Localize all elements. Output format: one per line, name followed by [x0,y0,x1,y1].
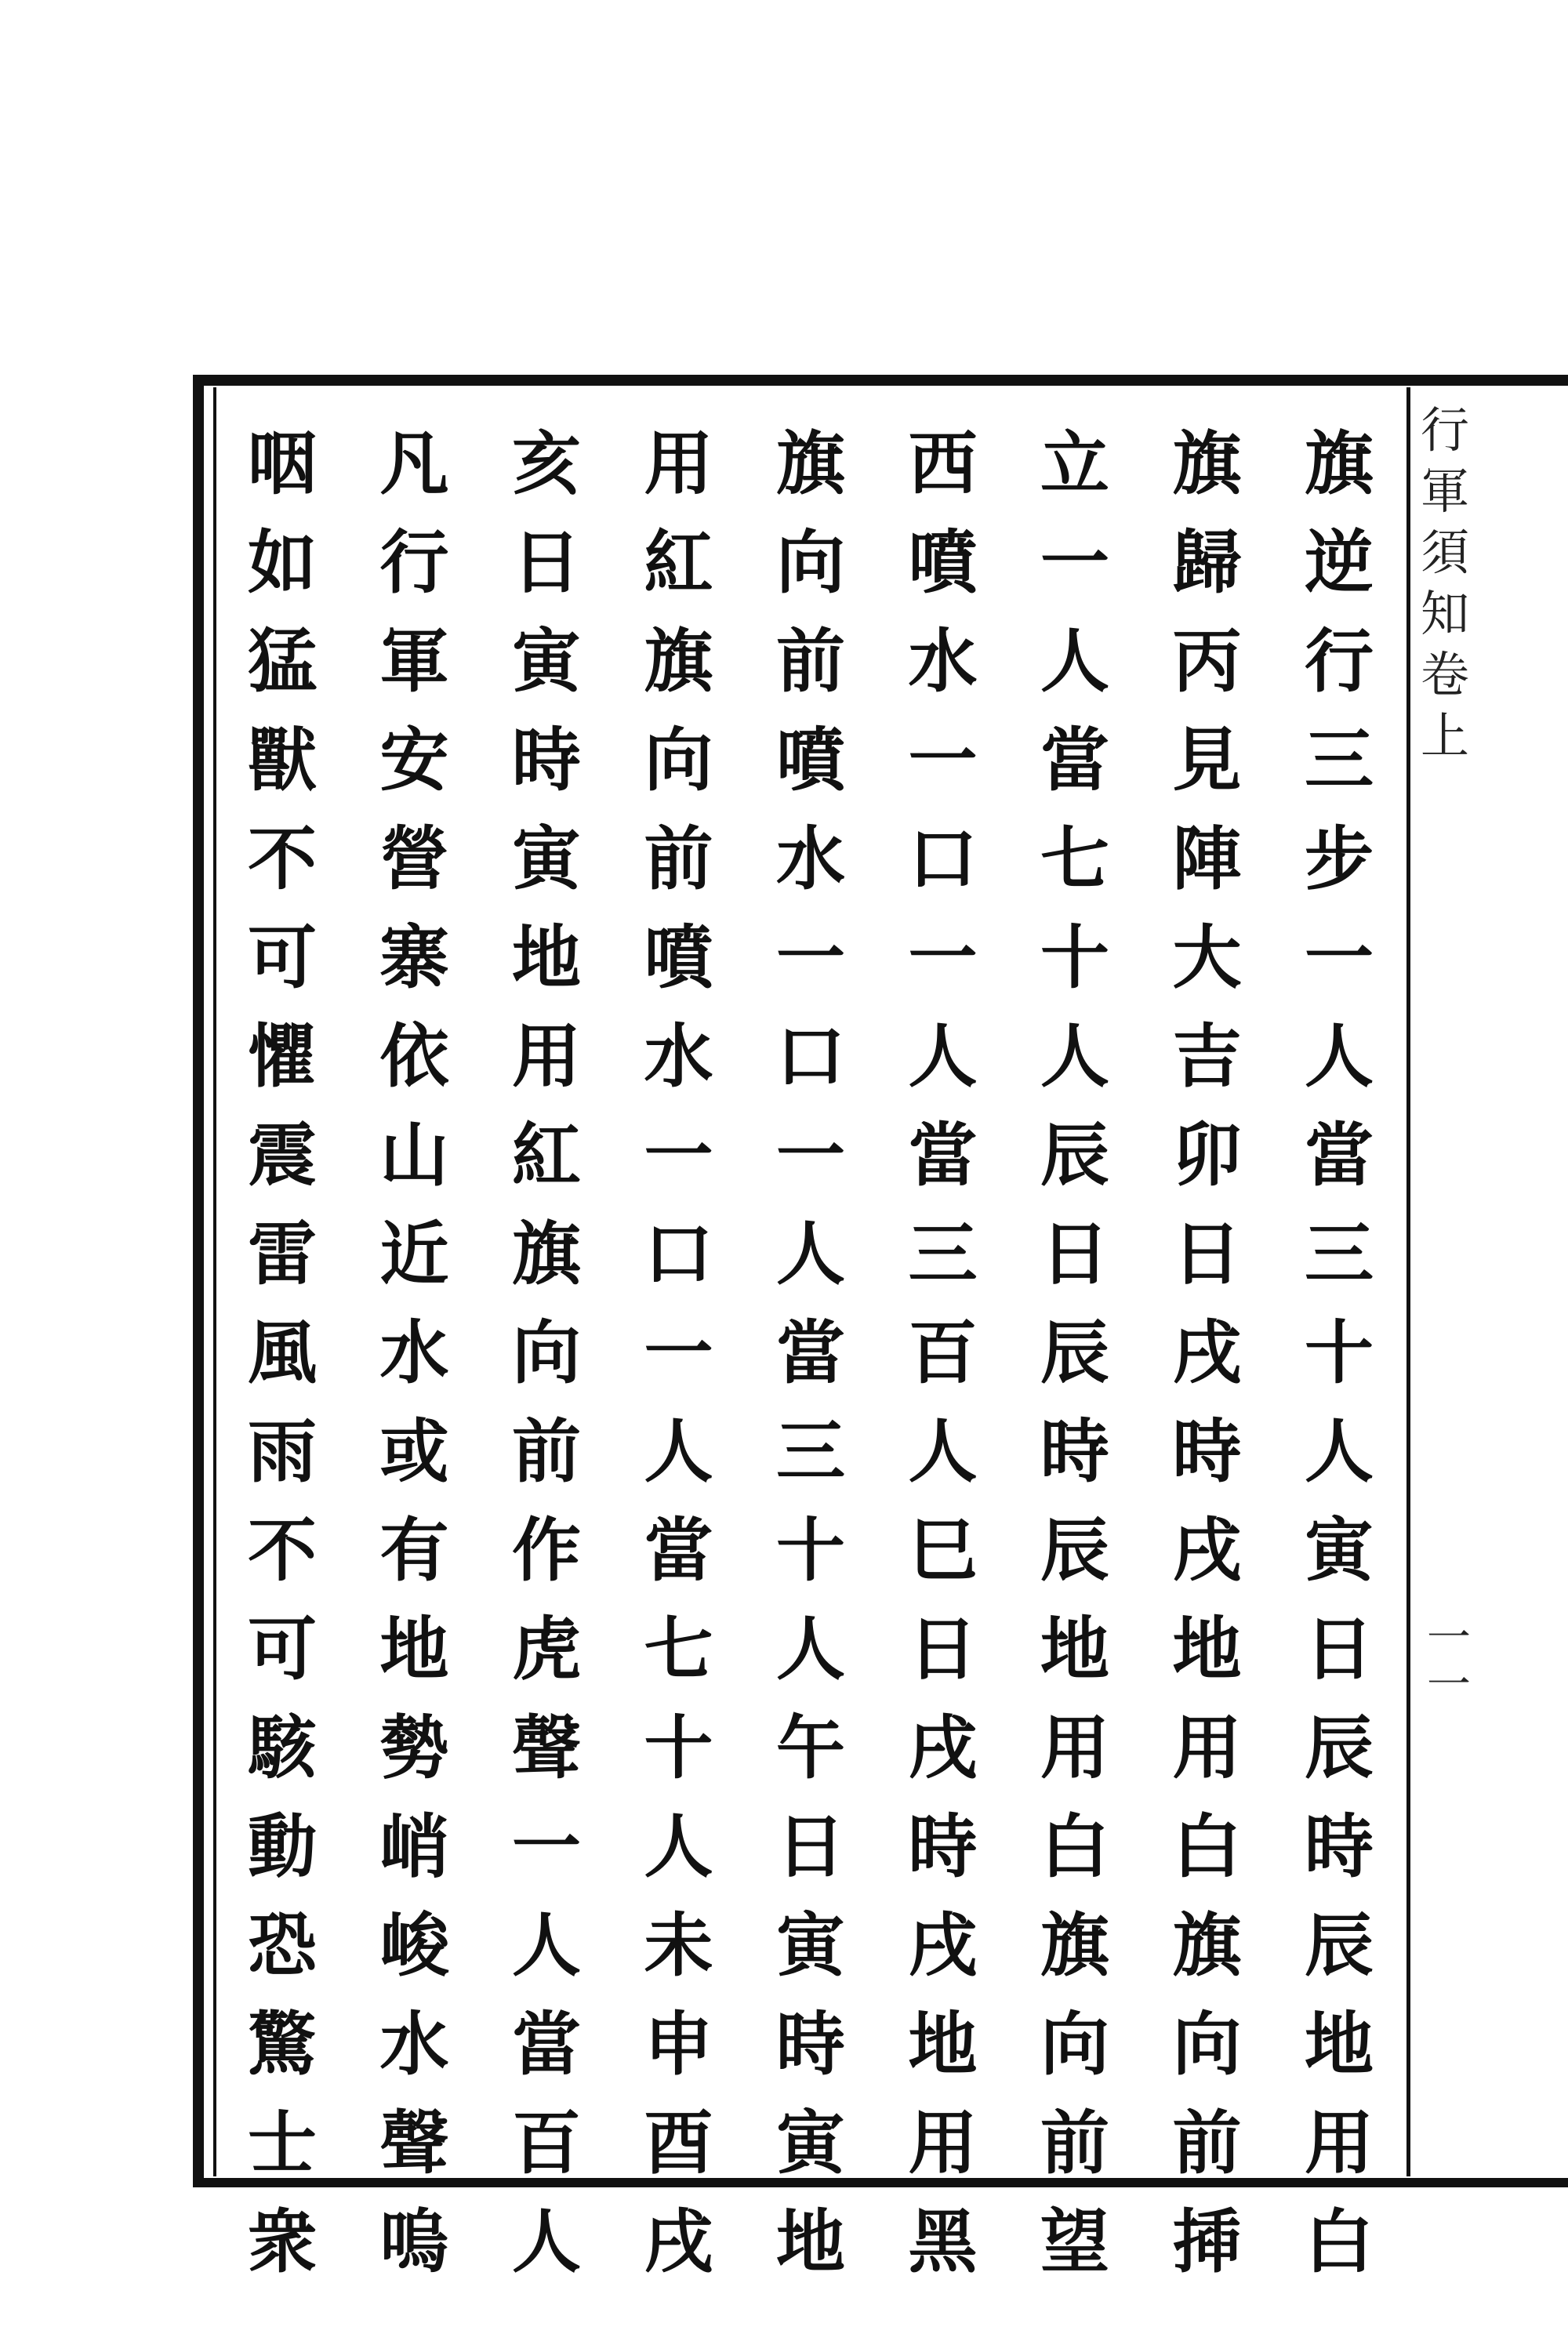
column-text: 亥日寅時寅地用紅旗向前作虎聲一人當百人 [511,423,581,2282]
text-body [220,392,1402,2282]
text-column-4 [880,392,1006,2282]
text-column-3 [1012,392,1138,2282]
text-column-1 [1276,392,1402,2282]
column-text: 旗向前噴水一口一人當三十人午日寅時寅地 [775,423,845,2282]
column-text: 凡行軍安營寨依山近水或有地勢峭峻水聲嗚 [379,423,449,2282]
text-column-9 [220,392,345,2282]
text-column-8 [352,392,477,2282]
text-column-5 [748,392,873,2282]
column-text: 旗歸丙見陣大吉卯日戌時戌地用白旗向前揷 [1172,423,1242,2282]
text-column-6 [616,392,742,2282]
fold-margin-rule [1406,387,1410,2176]
text-column-2 [1145,392,1270,2282]
folio-number: 一 一 [1427,1613,1471,1711]
fold-margin-title: 行 軍 須 知 卷 上 [1420,401,1469,764]
column-text: 旗逆行三步一人當三十人寅日辰時辰地用白 [1304,423,1374,2282]
column-text: 西噴水一口一人當三百人巳日戌時戌地用黑 [908,423,978,2282]
text-column-7 [484,392,609,2282]
column-text: 用紅旗向前噴水一口一人當七十人未申酉戌 [644,423,713,2282]
column-text: 立一人當七十人辰日辰時辰地用白旗向前望 [1040,423,1109,2282]
left-inner-rule [213,387,216,2176]
column-text: 咽如猛獸不可懼震雷風雨不可駭動恐驚士衆 [247,423,317,2282]
